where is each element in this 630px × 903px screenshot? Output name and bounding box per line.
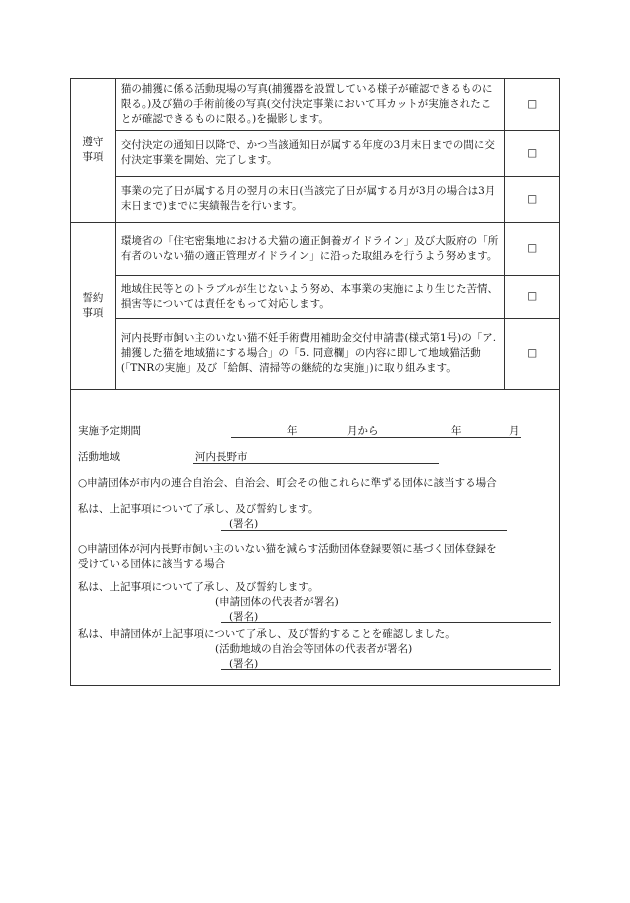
case-b-signature-line-1[interactable] <box>221 622 551 623</box>
checkbox[interactable]: □ <box>505 79 559 130</box>
table-row <box>71 79 559 130</box>
item-text: 交付決定の通知日以降で、かつ当該通知日が属する年度の3月末日までの間に交付決定事業を開始、完了します。 <box>115 130 505 176</box>
schedule-label: 実施予定期間 <box>78 425 141 437</box>
schedule-year-2: 年 <box>451 425 462 437</box>
table-row <box>71 318 559 389</box>
area-value: 河内長野市 <box>195 451 248 463</box>
category-label: 遵守事項 <box>82 136 104 164</box>
checkbox[interactable]: □ <box>505 176 559 222</box>
checkbox[interactable]: □ <box>505 222 559 275</box>
case-b-note-2: (活動地域の自治会等団体の代表者が署名) <box>215 643 413 655</box>
case-b-signature-label-2: (署名) <box>229 658 259 670</box>
case-a-signature-line[interactable] <box>221 530 507 531</box>
checkbox[interactable]: □ <box>505 318 559 389</box>
area-input-line[interactable] <box>193 463 439 464</box>
item-text: 猫の捕獲に係る活動現場の写真(捕獲器を設置している様子が確認できるものに限る。)及び猫の手術前後の写真(交付決定事業において耳カットが実施されたことが確認できるものに限る。)を撮影します。 <box>115 79 505 130</box>
case-b-note-1: (申請団体の代表者が署名) <box>215 596 339 608</box>
checkbox[interactable]: □ <box>505 275 559 318</box>
case-b-signature-line-2[interactable] <box>221 669 551 670</box>
case-b-signature-label-1: (署名) <box>229 611 259 623</box>
case-b-statement-2: 私は、申請団体が上記事項について了承し、及び誓約することを確認しました。 <box>78 628 456 640</box>
case-a-heading: ○申請団体が市内の連合自治会、自治会、町会その他これらに準ずる団体に該当する場合 <box>78 477 497 489</box>
checkbox[interactable]: □ <box>505 130 559 176</box>
schedule-input-line[interactable] <box>231 437 521 438</box>
item-text: 河内長野市飼い主のいない猫不妊手術費用補助金交付申請書(様式第1号)の「ア. 捕獲した猫を地域猫にする場合」の「5. 同意欄」の内容に即して地域猫活動(「TNRの実施」及び「給餌、清掃等の継続的な実施」)に取り組みます。 <box>115 318 505 389</box>
item-text: 環境省の「住宅密集地における犬猫の適正飼養ガイドライン」及び大阪府の「所有者のいない猫の適正管理ガイドライン」に沿った取組みを行うよう努めます。 <box>115 222 505 275</box>
form-frame <box>70 78 560 686</box>
item-text: 事業の完了日が属する月の翌月の末日(当該完了日が属する月が3月の場合は3月末日まで)までに実績報告を行います。 <box>115 176 505 222</box>
category-label: 誓約事項 <box>82 291 104 319</box>
table-row <box>71 176 559 222</box>
schedule-month-from: 月から <box>347 425 379 437</box>
category-cell <box>71 79 115 222</box>
case-a-statement: 私は、上記事項について了承し、及び誓約します。 <box>78 503 319 515</box>
category-cell <box>71 222 115 389</box>
checklist-table <box>71 79 559 390</box>
case-a-signature-label: (署名) <box>229 518 259 530</box>
table-row <box>71 222 559 275</box>
table-row <box>71 130 559 176</box>
schedule-year-1: 年 <box>287 425 298 437</box>
case-b-heading-2: 受けている団体に該当する場合 <box>78 558 225 570</box>
case-b-statement-1: 私は、上記事項について了承し、及び誓約します。 <box>78 581 319 593</box>
area-label: 活動地域 <box>78 451 120 463</box>
table-row <box>71 275 559 318</box>
case-b-heading-1: ○申請団体が河内長野市飼い主のいない猫を減らす活動団体登録要領に基づく団体登録を <box>78 543 497 555</box>
item-text: 地域住民等とのトラブルが生じないよう努め、本事業の実施により生じた苦情、損害等については責任をもって対応します。 <box>115 275 505 318</box>
schedule-month-2: 月 <box>509 425 520 437</box>
